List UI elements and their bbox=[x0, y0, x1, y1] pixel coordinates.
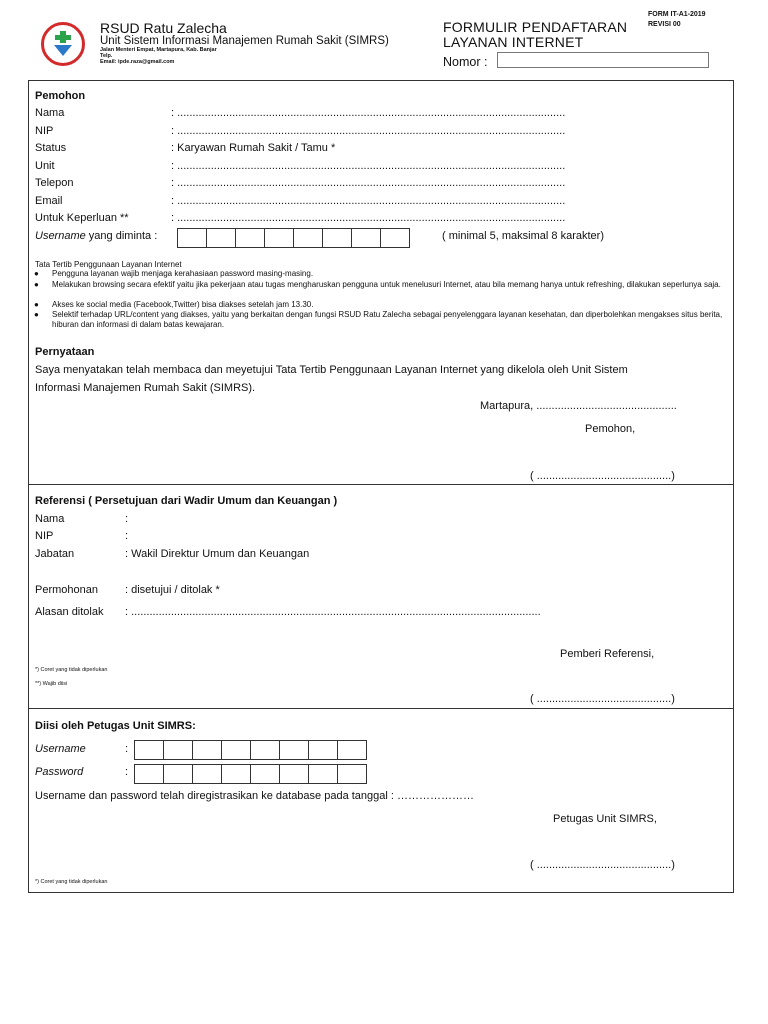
petugas-signer: Petugas Unit SIMRS, bbox=[553, 813, 657, 825]
char-box[interactable] bbox=[351, 228, 381, 248]
password-input-boxes[interactable] bbox=[134, 764, 367, 784]
bullet-icon: ● bbox=[34, 310, 39, 319]
username-italic-label: Username bbox=[35, 230, 86, 242]
permohonan-value[interactable]: : disetujui / ditolak * bbox=[125, 584, 220, 596]
char-box[interactable] bbox=[337, 764, 367, 784]
bullet-icon: ● bbox=[34, 280, 39, 289]
tata-tertib-title: Tata Tertib Penggunaan Layanan Internet bbox=[35, 260, 182, 269]
petugas-signature[interactable]: ( ............................................) bbox=[530, 859, 675, 871]
ref-label-nama: Nama bbox=[35, 513, 65, 525]
username-input-boxes[interactable] bbox=[134, 740, 367, 760]
char-box[interactable] bbox=[380, 228, 410, 248]
char-box[interactable] bbox=[322, 228, 352, 248]
password-label: Password bbox=[35, 766, 84, 778]
pemohon-signer: Pemohon, bbox=[585, 423, 636, 435]
char-box[interactable] bbox=[134, 740, 164, 760]
char-box[interactable] bbox=[192, 764, 222, 784]
field-label-nama: Nama bbox=[35, 107, 65, 119]
petugas-note: *) Coret yang tidak diperlukan bbox=[35, 879, 108, 885]
unit-name: Unit Sistem Informasi Manajemen Rumah Sakit (SIMRS) bbox=[100, 35, 389, 47]
pemohon-signature[interactable]: ( ............................................) bbox=[530, 470, 675, 482]
field-label-status: Status bbox=[35, 142, 67, 154]
tata-tertib-item: Akses ke social media (Facebook,Twitter) bisa diakses setelah jam 13.30. bbox=[52, 300, 314, 309]
ref-value-jabatan: : Wakil Direktur Umum dan Keuangan bbox=[125, 548, 310, 560]
section-divider bbox=[28, 708, 734, 709]
field-value-status[interactable]: : Karyawan Rumah Sakit / Tamu * bbox=[171, 142, 336, 154]
field-label-keperluan: Untuk Keperluan ** bbox=[35, 212, 129, 224]
char-box[interactable] bbox=[177, 228, 207, 248]
alasan-label: Alasan ditolak bbox=[35, 606, 104, 618]
pemohon-heading: Pemohon bbox=[35, 90, 86, 102]
note-coret: *) Coret yang tidak diperlukan bbox=[35, 667, 108, 673]
place-date[interactable]: Martapura, .............................................. bbox=[480, 400, 677, 412]
field-label-nip: NIP bbox=[35, 125, 54, 137]
registered-text: Username dan password telah diregistrasikan ke database pada tanggal : ………………… bbox=[35, 790, 475, 802]
ref-label-nip: NIP bbox=[35, 530, 54, 542]
ref-value-nip[interactable]: : bbox=[125, 530, 129, 542]
form-title bbox=[443, 20, 627, 50]
tata-tertib-item: Pengguna layanan wajib menjaga kerahasiaan password masing-masing. bbox=[52, 269, 314, 278]
referensi-heading: Referensi ( Persetujuan dari Wadir Umum dan Keuangan ) bbox=[35, 495, 338, 507]
form-code-text: FORM IT-A1-2019 bbox=[648, 11, 706, 18]
char-box[interactable] bbox=[163, 764, 193, 784]
ref-label-jabatan: Jabatan bbox=[35, 548, 75, 560]
char-box[interactable] bbox=[235, 228, 265, 248]
username-label-rest: yang diminta : bbox=[85, 230, 158, 242]
char-box[interactable] bbox=[308, 740, 338, 760]
char-box[interactable] bbox=[221, 764, 251, 784]
field-value-telepon[interactable]: : ............................................................................................................................... bbox=[171, 177, 566, 189]
form-title-line2: LAYANAN INTERNET bbox=[443, 34, 584, 50]
ref-signer: Pemberi Referensi, bbox=[560, 648, 655, 660]
field-label-email: Email bbox=[35, 195, 63, 207]
form-title-line1: FORMULIR PENDAFTARAN bbox=[443, 19, 628, 35]
username-hint: ( minimal 5, maksimal 8 karakter) bbox=[442, 230, 604, 242]
username-label: Username bbox=[35, 743, 86, 755]
username-request-label bbox=[35, 230, 157, 242]
bullet-icon: ● bbox=[34, 300, 39, 309]
revision-text: REVISI 00 bbox=[648, 21, 681, 28]
field-value-email[interactable]: : ............................................................................................................................... bbox=[171, 195, 566, 207]
char-box[interactable] bbox=[337, 740, 367, 760]
char-box[interactable] bbox=[250, 740, 280, 760]
bullet-icon: ● bbox=[34, 269, 39, 278]
form-code bbox=[648, 10, 706, 30]
pernyataan-line2: Informasi Manajemen Rumah Sakit (SIMRS). bbox=[35, 382, 256, 394]
hospital-logo bbox=[41, 22, 85, 66]
char-box[interactable] bbox=[221, 740, 251, 760]
char-box[interactable] bbox=[192, 740, 222, 760]
char-box[interactable] bbox=[250, 764, 280, 784]
char-box[interactable] bbox=[264, 228, 294, 248]
pernyataan-heading: Pernyataan bbox=[35, 346, 95, 358]
field-label-unit: Unit bbox=[35, 160, 55, 172]
hospital-name: RSUD Ratu Zalecha bbox=[100, 20, 227, 36]
char-box[interactable] bbox=[308, 764, 338, 784]
nomor-label: Nomor : bbox=[443, 55, 488, 69]
char-box[interactable] bbox=[279, 764, 309, 784]
field-label-telepon: Telepon bbox=[35, 177, 74, 189]
char-box[interactable] bbox=[134, 764, 164, 784]
tata-tertib-item: Selektif terhadap URL/content yang diakses, yaitu yang berkaitan dengan fungsi RSUD Ratu Zalecha sebagai penyelenggara layanan kesehatan, dan diperbolehkan mengakses situs berita, hiburan dan informasi di dalam batas kewajaran. bbox=[52, 310, 723, 329]
note-wajib: **) Wajib diisi bbox=[35, 681, 68, 687]
field-value-keperluan[interactable]: : ............................................................................................................................... bbox=[171, 212, 566, 224]
permohonan-label: Permohonan bbox=[35, 584, 98, 596]
logo-emblem-icon bbox=[52, 31, 74, 57]
section-divider bbox=[28, 484, 734, 485]
tata-tertib-item: Melakukan browsing secara efektif yaitu jika pekerjaan atau tugas mengharuskan pengguna untuk menelusuri Internet, atau bila memang hanya untuk refreshing, dilakukan seperlunya saja. bbox=[52, 280, 721, 289]
field-value-nip[interactable]: : ............................................................................................................................... bbox=[171, 125, 566, 137]
alasan-value[interactable]: : ...................................................................................................................................... bbox=[125, 606, 541, 618]
password-colon: : bbox=[125, 766, 129, 778]
char-box[interactable] bbox=[293, 228, 323, 248]
username-char-boxes[interactable] bbox=[177, 228, 410, 248]
phone-line: Telp. bbox=[100, 53, 113, 59]
field-value-nama[interactable]: : ............................................................................................................................... bbox=[171, 107, 566, 119]
petugas-heading: Diisi oleh Petugas Unit SIMRS: bbox=[35, 720, 196, 732]
char-box[interactable] bbox=[279, 740, 309, 760]
field-value-unit[interactable]: : ............................................................................................................................... bbox=[171, 160, 566, 172]
username-colon: : bbox=[125, 743, 129, 755]
ref-value-nama[interactable]: : bbox=[125, 513, 129, 525]
char-box[interactable] bbox=[163, 740, 193, 760]
nomor-input[interactable] bbox=[497, 52, 709, 68]
email-line: Email: ipde.raza@gmail.com bbox=[100, 59, 175, 65]
address-line: Jalan Menteri Empat, Martapura, Kab. Banjar bbox=[100, 47, 217, 53]
pernyataan-line1: Saya menyatakan telah membaca dan meyetujui Tata Tertib Penggunaan Layanan Internet yang dikelola oleh Unit Sistem bbox=[35, 364, 628, 376]
ref-signature[interactable]: ( ............................................) bbox=[530, 693, 675, 705]
char-box[interactable] bbox=[206, 228, 236, 248]
